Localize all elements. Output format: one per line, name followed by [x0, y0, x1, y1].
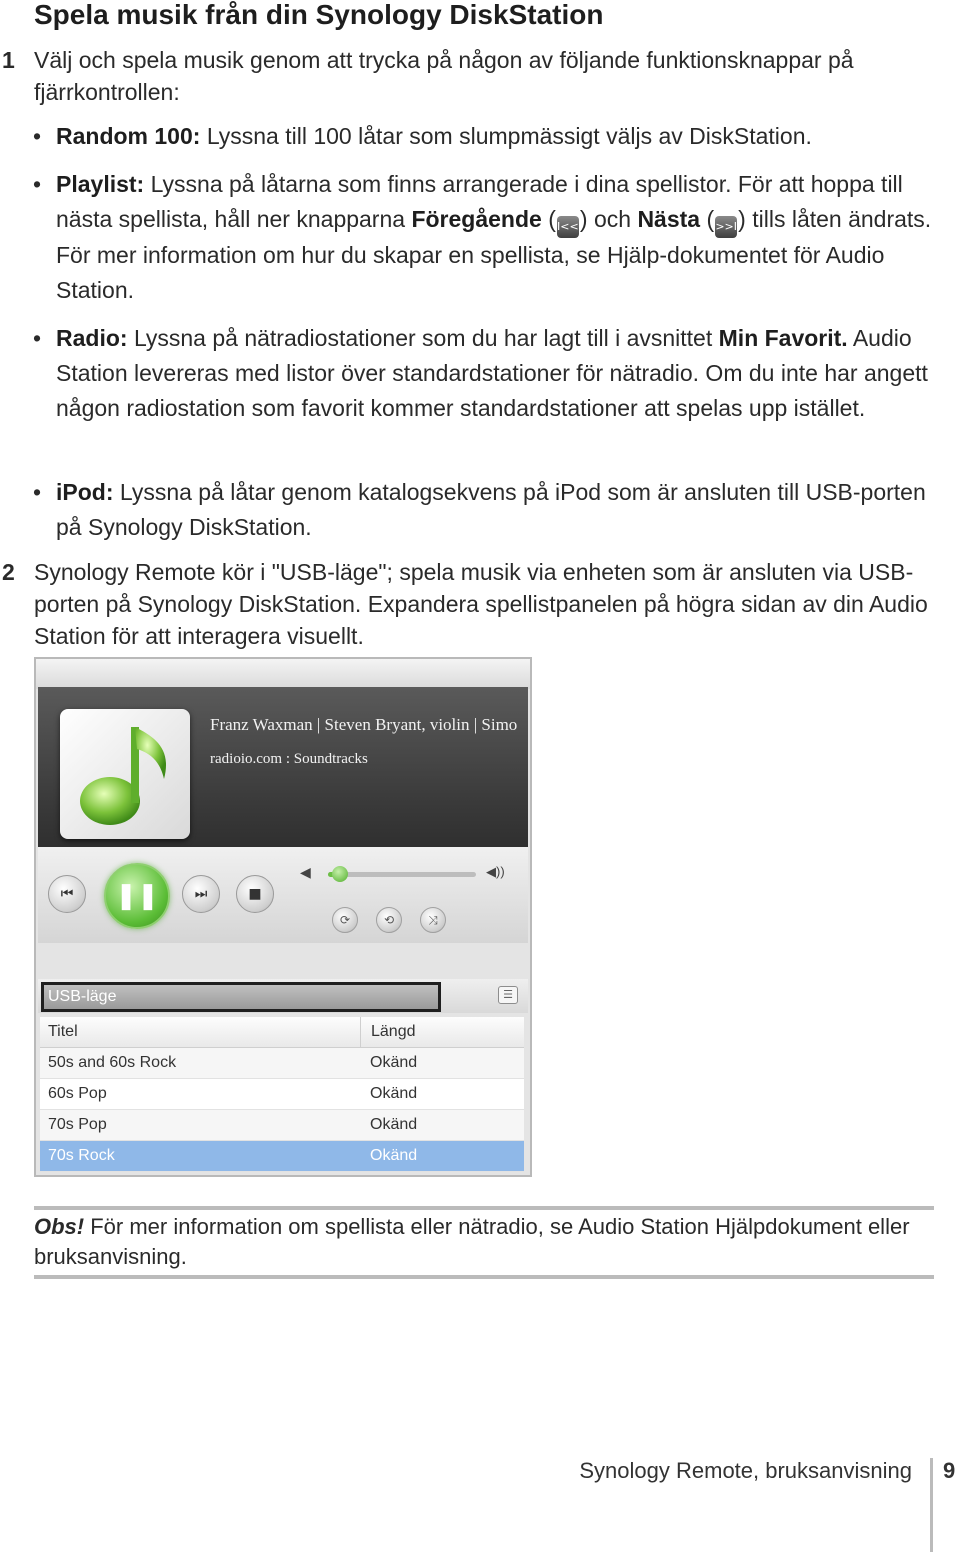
table-row-selected[interactable]: [40, 1141, 524, 1172]
note-label: Obs!: [34, 1214, 85, 1239]
bullet-text: [56, 119, 936, 154]
bullet-dot: •: [33, 123, 42, 149]
footer-divider: [930, 1458, 933, 1552]
next-icon: ⏭: [194, 886, 208, 902]
track-source: radioio.com : Soundtracks: [210, 751, 368, 767]
row-title: 50s and 60s Rock: [48, 1054, 177, 1071]
bullet-body: Lyssna på låtarna som finns arrangerade i dina spellistor. För att hoppa till nästa spellista, håll ner knapparna: [56, 171, 903, 232]
previous-icon: ⏮: [60, 886, 74, 902]
volume-knob[interactable]: [332, 866, 348, 882]
next-button[interactable]: [182, 875, 220, 913]
bullet-dot: •: [33, 479, 42, 505]
usb-mode-label[interactable]: USB-läge: [41, 982, 441, 1012]
playlist-mode-bar: [38, 979, 528, 1013]
bullet-body: Audio Station levereras med listor över standardstationer för nätradio. Om du inte har angett någon radiostation som favorit kommer standardstationer att spelas upp istället.: [56, 325, 928, 421]
row-length: Okänd: [370, 1085, 418, 1102]
shuffle-icon: ⤨: [428, 913, 438, 927]
next-icon: >>I: [715, 216, 737, 238]
album-cover: [60, 709, 190, 839]
section-label: Min Favorit.: [718, 325, 848, 351]
bullet-text: Playlist: Lyssna på låtarna som finns arrangerade i dina spellistor. För att hoppa till nästa spellista, håll ner knapparna Föregående (I<<) och Nästa (>>I) tills låten ändrats. För mer information om hur du skapar en spellista, se Hjälp-dokumentet för Audio Station.: [56, 171, 932, 303]
note-top-rule: [34, 1206, 934, 1210]
note: [34, 1212, 934, 1272]
bullet-label: Random 100:: [56, 123, 201, 149]
pause-icon: ❚❚: [115, 881, 159, 911]
step-number: 1: [2, 47, 15, 73]
row-title: 70s Pop: [48, 1116, 107, 1133]
row-length: Okänd: [370, 1147, 418, 1164]
row-length: Okänd: [370, 1054, 418, 1071]
page-number: 9: [943, 1458, 956, 1483]
step-text: Välj och spela musik genom att trycka på någon av följande funktionsknappar på fjärrkontrollen:: [34, 47, 854, 105]
row-title: 70s Rock: [48, 1147, 115, 1164]
table-header: [40, 1017, 524, 1048]
footer-title: Synology Remote, bruksanvisning: [579, 1458, 912, 1483]
repeat-button[interactable]: [332, 907, 358, 933]
repeat-one-button[interactable]: [376, 907, 402, 933]
note-text: För mer information om spellista eller nätradio, se Audio Station Hjälpdokument eller bruksanvisning.: [34, 1214, 910, 1269]
previous-icon: I<<: [557, 216, 579, 238]
table-row[interactable]: [40, 1079, 524, 1110]
previous-button[interactable]: [48, 875, 86, 913]
repeat-one-icon: ⟲: [383, 913, 395, 927]
bullet-label: Radio:: [56, 325, 128, 351]
bullet-dot: •: [33, 171, 42, 197]
pause-button[interactable]: [104, 863, 170, 929]
music-note-icon: [60, 709, 190, 839]
row-length: Okänd: [370, 1116, 418, 1133]
column-header-title[interactable]: Titel: [48, 1023, 78, 1040]
stop-button[interactable]: [236, 875, 274, 913]
playlist-table: [40, 1017, 524, 1172]
mute-icon[interactable]: ◀: [300, 864, 311, 880]
previous-label: Föregående: [411, 206, 542, 232]
volume-slider[interactable]: [328, 872, 476, 877]
now-playing-panel: [38, 687, 528, 847]
bullet-body: och: [587, 206, 638, 232]
note-bottom-rule: [34, 1275, 934, 1279]
bullet-label: Playlist:: [56, 171, 145, 197]
window-top-bar: [36, 659, 530, 689]
bullet-body: tills låten ändrats. För mer information om hur du skapar en spellista, se Hjälp-dokumentet för Audio Station.: [56, 206, 932, 303]
player-controls: [38, 847, 528, 943]
track-title: Franz Waxman | Steven Bryant, violin | Simo: [210, 715, 518, 734]
stop-icon: ■: [248, 886, 262, 902]
bullet-body: Lyssna till 100 låtar som slumpmässigt väljs av DiskStation.: [200, 123, 812, 149]
repeat-icon: ⟳: [339, 913, 351, 927]
table-row[interactable]: [40, 1110, 524, 1141]
page-title: Spela musik från din Synology DiskStation: [34, 0, 604, 30]
bullet-dot: •: [33, 325, 42, 351]
step-text: Synology Remote kör i "USB-läge"; spela musik via enheten som är ansluten via USB-porten på Synology DiskStation. Expandera spellistpanelen på högra sidan av din Audio Station för att interagera visuellt.: [34, 559, 928, 649]
row-title: 60s Pop: [48, 1085, 107, 1102]
bullet-body: Lyssna på nätradiostationer som du har lagt till i avsnittet: [127, 325, 719, 351]
bullet-text: [56, 321, 936, 426]
bullet-body: Lyssna på låtar genom katalogsekvens på iPod som är ansluten till USB-porten på Synology DiskStation.: [56, 479, 926, 540]
bullet-text: [56, 475, 936, 545]
column-header-length[interactable]: Längd: [360, 1017, 532, 1047]
step-number: 2: [2, 559, 15, 585]
shuffle-button[interactable]: [420, 907, 446, 933]
bullet-label: iPod:: [56, 479, 114, 505]
list-icon[interactable]: ☰: [498, 986, 518, 1004]
audio-station-screenshot: [34, 657, 532, 1177]
next-label: Nästa: [637, 206, 701, 232]
volume-icon[interactable]: ◀)): [486, 864, 505, 879]
table-row[interactable]: [40, 1048, 524, 1079]
